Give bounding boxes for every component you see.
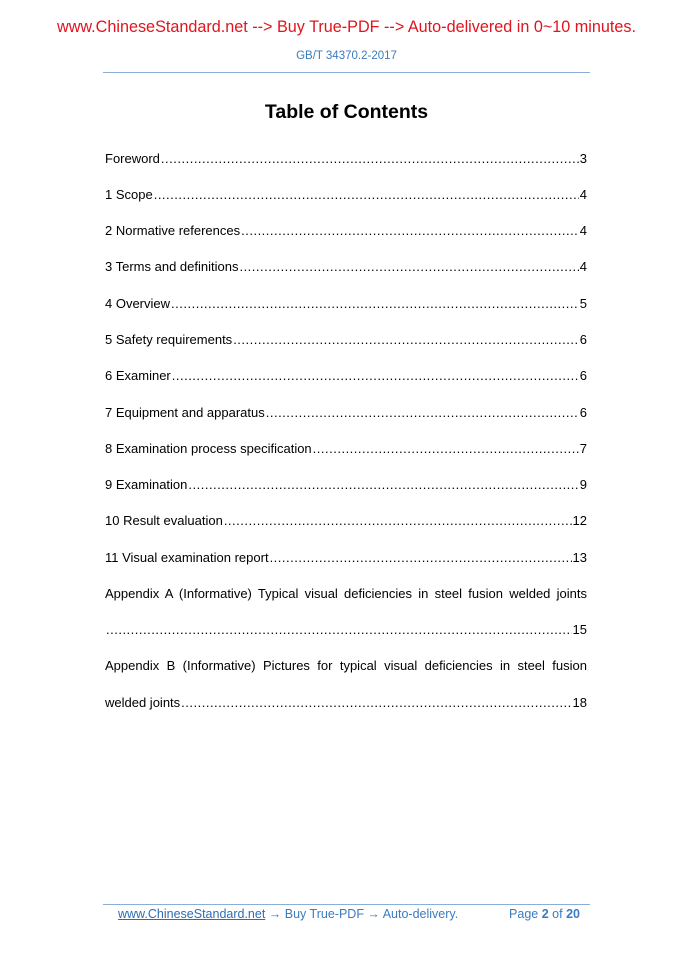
toc-entry-page: 4 xyxy=(579,259,587,274)
toc-dot-leader xyxy=(270,550,572,565)
toc-entry-label: Foreword xyxy=(105,151,160,166)
toc-entry-normative-references[interactable] xyxy=(105,223,587,243)
page-footer xyxy=(118,907,588,921)
footer-site-link[interactable]: www.ChineseStandard.net xyxy=(118,907,266,921)
toc-entry-appendix-b-label[interactable]: Appendix B (Informative) Pictures for typical visual deficiencies in steel fusion xyxy=(105,658,587,673)
toc-dot-leader xyxy=(181,695,571,710)
toc-dot-leader xyxy=(171,296,579,311)
toc-entry-page: 4 xyxy=(579,187,587,202)
toc-entry-safety-requirements[interactable] xyxy=(105,332,587,352)
toc-entry-scope[interactable] xyxy=(105,187,587,207)
toc-entry-overview[interactable] xyxy=(105,296,587,316)
toc-dot-leader xyxy=(106,622,572,637)
toc-entry-result-evaluation[interactable] xyxy=(105,513,587,533)
toc-entry-label: 2 Normative references xyxy=(105,223,241,238)
toc-entry-page: 6 xyxy=(579,405,587,420)
toc-dot-leader xyxy=(233,332,579,347)
toc-entry-examination-process-specification[interactable] xyxy=(105,441,587,461)
footer-page-label: Page xyxy=(509,907,539,921)
top-banner[interactable]: www.ChineseStandard.net --> Buy True-PDF --> Auto-delivered in 0~10 minutes. xyxy=(57,18,636,36)
toc-entry-page: 5 xyxy=(579,296,587,311)
toc-entry-label: 1 Scope xyxy=(105,187,153,202)
toc-entry-label: 5 Safety requirements xyxy=(105,332,233,347)
footer-tagline: → Buy True-PDF → Auto-delivery. xyxy=(268,907,459,921)
toc-dot-leader xyxy=(239,259,578,274)
header-standard-code: GB/T 34370.2-2017 xyxy=(296,50,397,62)
toc-entry-label: 4 Overview xyxy=(105,296,171,311)
toc-entry-label: 8 Examination process specification xyxy=(105,441,312,456)
toc-entry-page: 3 xyxy=(579,151,587,166)
toc-dot-leader xyxy=(161,151,579,166)
toc-dot-leader xyxy=(241,223,579,238)
page-title: Table of Contents xyxy=(264,101,429,123)
toc-entry-page: 9 xyxy=(579,477,587,492)
toc-entry-label: 10 Result evaluation xyxy=(105,513,223,528)
toc-entry-examination[interactable] xyxy=(105,477,587,497)
toc-dot-leader xyxy=(154,187,579,202)
toc-entry-label: 6 Examiner xyxy=(105,368,171,383)
toc-entry-label: 7 Equipment and apparatus xyxy=(105,405,265,420)
toc-entry-foreword[interactable] xyxy=(105,151,587,171)
toc-entry-page: 12 xyxy=(572,513,587,528)
footer-page-total: 20 xyxy=(566,907,580,921)
toc-dot-leader xyxy=(266,405,579,420)
toc-entry-terms-and-definitions[interactable] xyxy=(105,259,587,279)
footer-page-current: 2 xyxy=(541,907,549,921)
toc-entry-visual-examination-report[interactable] xyxy=(105,550,587,570)
toc-entry-label: welded joints xyxy=(105,695,181,710)
toc-entry-label: 3 Terms and definitions xyxy=(105,259,239,274)
toc-entry-page: 4 xyxy=(579,223,587,238)
toc-entry-label: 11 Visual examination report xyxy=(105,550,269,565)
toc-entry-page: 13 xyxy=(572,550,587,565)
toc-entry-label: 9 Examination xyxy=(105,477,188,492)
toc-entry-page: 7 xyxy=(579,441,587,456)
footer-page-indicator xyxy=(509,907,580,921)
toc-entry-examiner[interactable] xyxy=(105,368,587,388)
toc-entry-page: 15 xyxy=(572,622,587,637)
toc-entry-page: 6 xyxy=(579,368,587,383)
toc-entry-appendix-a-label[interactable]: Appendix A (Informative) Typical visual deficiencies in steel fusion welded joints xyxy=(105,586,587,601)
toc-dot-leader xyxy=(313,441,579,456)
toc-entry-page: 6 xyxy=(579,332,587,347)
toc-entry-appendix-b[interactable] xyxy=(105,695,587,715)
toc-entry-appendix-a[interactable] xyxy=(105,622,587,642)
toc-dot-leader xyxy=(224,513,572,528)
toc-dot-leader xyxy=(172,368,579,383)
toc-dot-leader xyxy=(188,477,578,492)
footer-page-of: of xyxy=(552,907,563,921)
toc-entry-equipment-and-apparatus[interactable] xyxy=(105,405,587,425)
footer-divider xyxy=(103,904,590,905)
toc-entry-page: 18 xyxy=(572,695,587,710)
